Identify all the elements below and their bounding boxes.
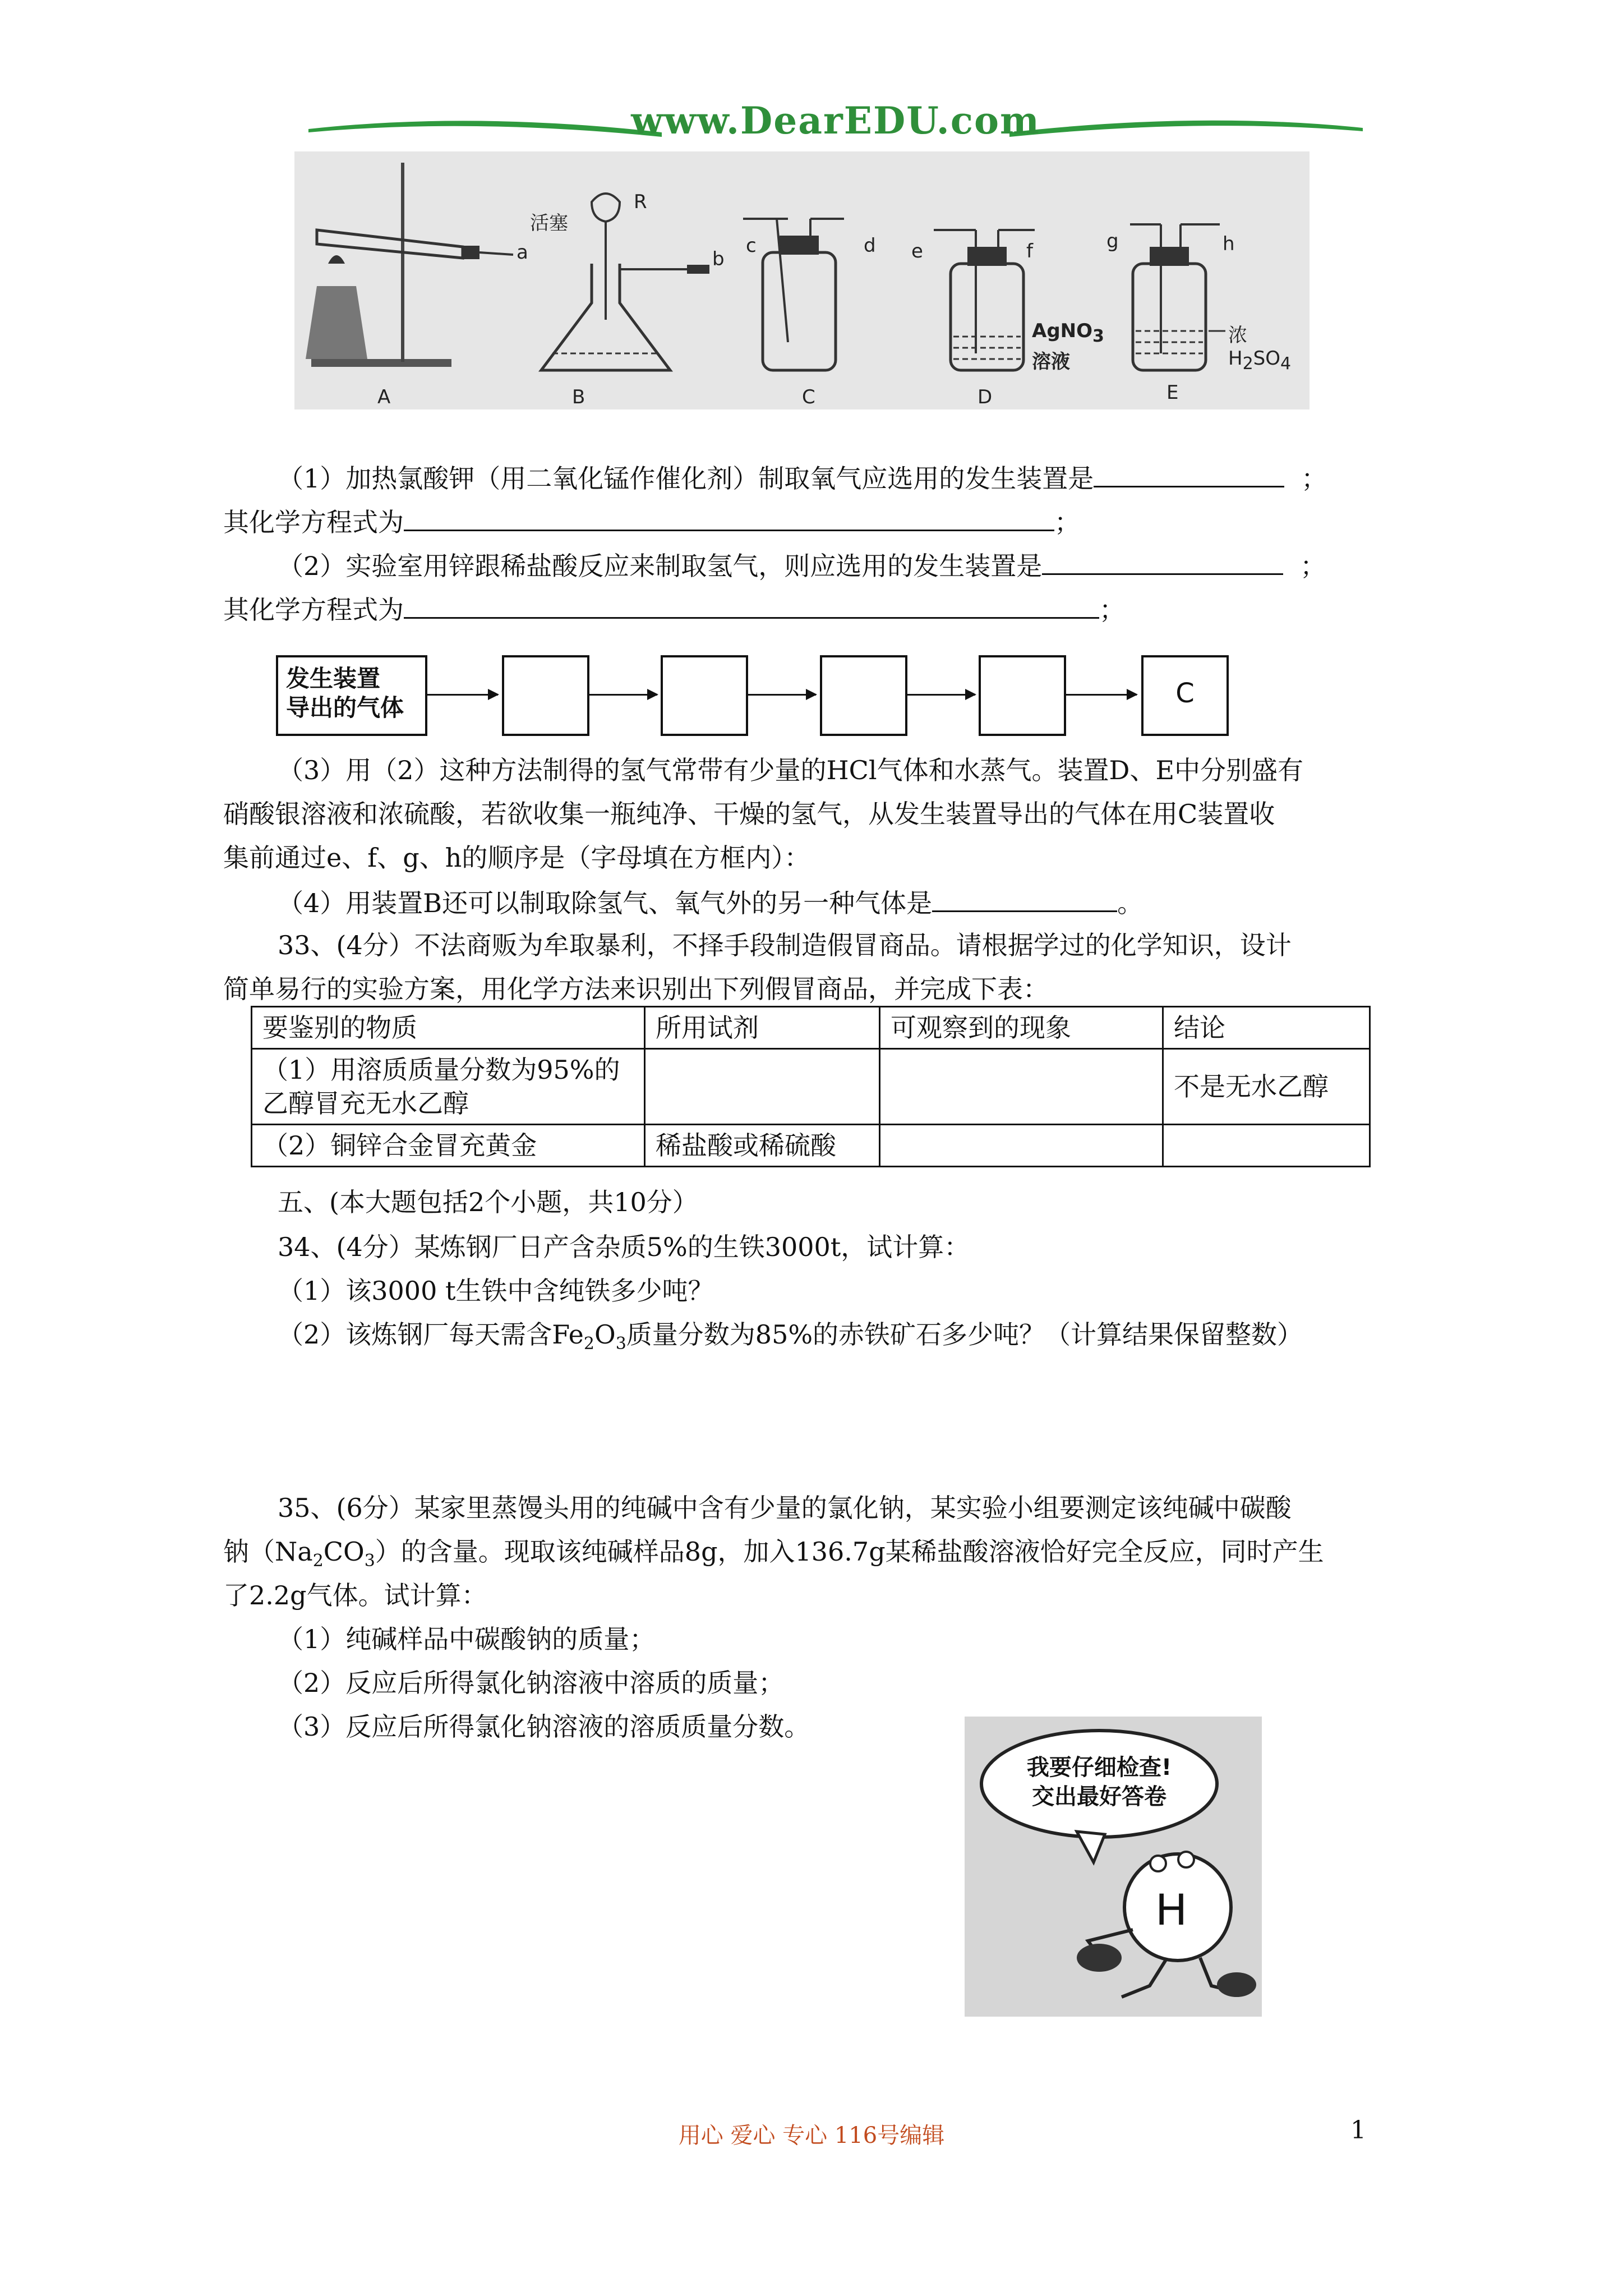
section5-heading: 五、(本大题包括2个小题，共10分）	[278, 1187, 698, 1217]
site-url: www.DearEDU.com	[631, 99, 1040, 142]
apparatus-label-b: B	[572, 386, 585, 408]
table-answer-cell[interactable]	[880, 1049, 1163, 1125]
table-cell: （2）铜锌合金冒充黄金	[252, 1125, 645, 1167]
q32-p3-line2: 硝酸银溶液和浓硫酸，若欲收集一瓶纯净、干燥的氢气，从发生装置导出的气体在用C装置收	[223, 799, 1275, 829]
funnel-label-r: R	[634, 191, 647, 213]
flow-arrow-icon	[587, 694, 657, 696]
q33-line1: 33、(4分）不法商贩为牟取暴利，不择手段制造假冒商品。请根据学过的化学知识，设计	[278, 930, 1292, 960]
q34-sub2: （2）该炼钢厂每天需含$Fe_2O_3$质量分数为85%的赤铁矿石多少吨？（计算结果保留整数）	[278, 1319, 1303, 1354]
port-label-b: b	[712, 248, 725, 270]
page-number: 1	[1350, 2116, 1366, 2145]
flow-end-label: C	[1175, 678, 1195, 709]
table-cell: （1）用溶质质量分数为95%的 乙醇冒充无水乙醇	[252, 1049, 645, 1125]
answer-blank[interactable]	[1094, 460, 1284, 487]
flow-arrow-icon	[1064, 694, 1137, 696]
q35-line3: 了2.2g气体。试计算：	[223, 1580, 487, 1611]
answer-blank[interactable]	[404, 591, 1099, 619]
flow-answer-box-2[interactable]	[661, 655, 748, 736]
q35-line1: 35、(6分）某家里蒸馒头用的纯碱中含有少量的氯化钠，某实验小组要测定该纯碱中碳酸	[278, 1493, 1292, 1523]
answer-blank[interactable]	[1042, 547, 1283, 575]
flow-answer-box-4[interactable]	[979, 655, 1066, 736]
port-label-c: c	[746, 234, 757, 257]
port-label-d: d	[864, 234, 876, 257]
table-header: 所用试剂	[645, 1007, 880, 1049]
flow-arrow-icon	[746, 694, 816, 696]
q35-sub2: （2）反应后所得氯化钠溶液中溶质的质量；	[278, 1668, 785, 1698]
port-label-a: a	[517, 241, 528, 264]
q32-p3-line3: 集前通过e、f、g、h的顺序是（字母填在方框内）：	[223, 843, 810, 873]
flow-answer-box-1[interactable]	[502, 655, 589, 736]
table-row	[252, 1125, 1370, 1167]
flow-start-box	[276, 655, 427, 736]
answer-blank[interactable]	[404, 504, 1054, 531]
flow-end-box	[1141, 655, 1229, 736]
speech-bubble-text: 我要仔细检查! 交出最好答卷	[1026, 1755, 1172, 1810]
flow-arrow-icon	[905, 694, 975, 696]
q32-p2-line2: 其化学方程式为 ；	[223, 591, 1125, 627]
q35-sub3: （3）反应后所得氯化钠溶液的溶质质量分数。	[278, 1711, 810, 1742]
q32-p1-line1: （1）加热氯酸钾（用二氧化锰作催化剂）制取氧气应选用的发生装置是 ；	[278, 460, 1327, 495]
q32-p1-line2: 其化学方程式为 ；	[223, 504, 1080, 539]
table-answer-cell[interactable]	[880, 1125, 1163, 1167]
table-header: 可观察到的现象	[880, 1007, 1163, 1049]
table-answer-cell[interactable]	[645, 1049, 880, 1125]
table-row	[252, 1049, 1370, 1125]
flow-answer-box-3[interactable]	[820, 655, 907, 736]
port-label-e: e	[911, 240, 923, 263]
d-solution-label: AgNO$_3$ 溶液	[1032, 320, 1104, 373]
apparatus-label-c: C	[802, 386, 815, 408]
q32-p3-line1: （3）用（2）这种方法制得的氢气常带有少量的HCl气体和水蒸气。装置D、E中分别盛有	[278, 755, 1304, 785]
lab-apparatus-icon	[294, 151, 1310, 409]
apparatus-label-a: A	[377, 386, 391, 408]
stopcock-label: 活塞	[530, 212, 568, 234]
flow-start-label-2: 导出的气体	[286, 694, 404, 721]
answer-blank[interactable]	[932, 885, 1117, 912]
table-cell: 稀盐酸或稀硫酸	[645, 1125, 880, 1167]
cartoon-illustration	[965, 1717, 1262, 2017]
table-header-row	[252, 1007, 1370, 1049]
table-header: 结论	[1163, 1007, 1370, 1049]
site-header	[303, 94, 1368, 156]
q32-p2-line1: （2）实验室用锌跟稀盐酸反应来制取氢气，则应选用的发生装置是 ；	[278, 547, 1326, 583]
q34-line1: 34、(4分）某炼钢厂日产含杂质5%的生铁3000t，试计算：	[278, 1232, 970, 1262]
port-label-f: f	[1026, 240, 1033, 263]
table-cell: 不是无水乙醇	[1163, 1049, 1370, 1125]
q35-sub1: （1）纯碱样品中碳酸钠的质量；	[278, 1624, 656, 1654]
footer-text: 用心 爱心 专心 116号编辑	[678, 2123, 945, 2148]
table-answer-cell[interactable]	[1163, 1125, 1370, 1167]
flow-arrow-icon	[425, 694, 498, 696]
q35-line2: 钠$(Na_2CO_3)$的含量。现取该纯碱样品8g，加入136.7g某稀盐酸溶液恰好完全反应，同时产生	[223, 1536, 1324, 1571]
q33-line2: 简单易行的实验方案，用化学方法来识别出下列假冒商品，并完成下表：	[223, 974, 1049, 1004]
e-solution-label: 浓$H_2SO_4$	[1228, 324, 1292, 374]
q32-p4: （4）用装置B还可以制取除氢气、氧气外的另一种气体是 。	[278, 885, 1143, 920]
q34-sub1: （1）该3000 t生铁中含纯铁多少吨？	[278, 1276, 714, 1306]
apparatus-figure	[294, 151, 1310, 409]
q33-table	[251, 1006, 1371, 1167]
mascot-letter: H	[1155, 1885, 1188, 1935]
table-header: 要鉴别的物质	[252, 1007, 645, 1049]
flow-start-label-1: 发生装置	[286, 665, 381, 692]
port-label-h: h	[1223, 233, 1235, 255]
port-label-g: g	[1106, 230, 1119, 252]
apparatus-label-e: E	[1166, 381, 1179, 404]
apparatus-label-d: D	[978, 386, 993, 408]
